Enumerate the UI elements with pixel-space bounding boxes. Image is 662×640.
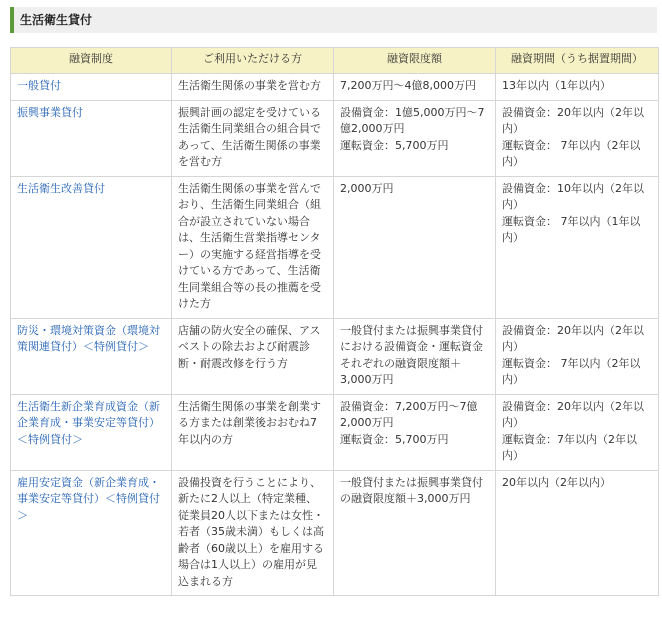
eligible-cell: 店舗の防火安全の確保、アスベストの除去および耐震診断・耐震改修を行う方 [172,318,334,394]
eligible-cell: 振興計画の認定を受けている生活衛生同業組合の組合員であって、生活衛生関係の事業を営む方 [172,100,334,176]
loan-name-cell [11,470,172,596]
loan-name-link[interactable]: 振興事業貸付 [17,105,83,119]
loan-table [10,47,659,596]
eligible-cell: 生活衛生関係の事業を創業する方または創業後おおむね7年以内の方 [172,394,334,470]
table-row [11,74,659,101]
loan-name-cell [11,176,172,318]
period-cell: 設備資金：20年以内（2年以内） 運転資金：7年以内（2年以内） [496,394,659,470]
header-limit: 融資限度額 [334,48,496,74]
eligible-cell: 設備投資を行うことにより、新たに2人以上（特定業種、従業員20人以下または女性・若者（35歳未満）もしくは高齢者（60歳以上）を雇用する場合は1人以上）の雇用が見込まれる方 [172,470,334,596]
period-cell: 13年以内（1年以内） [496,74,659,101]
limit-cell: 設備資金：1億5,000万円～7億2,000万円 運転資金：5,700万円 [334,100,496,176]
limit-cell: 2,000万円 [334,176,496,318]
limit-cell: 一般貸付または振興事業貸付の融資限度額＋3,000万円 [334,470,496,596]
period-cell: 設備資金：20年以内（2年以内） 運転資金： 7年以内（2年以内） [496,318,659,394]
table-row [11,100,659,176]
table-row [11,176,659,318]
eligible-cell: 生活衛生関係の事業を営む方 [172,74,334,101]
header-period: 融資期間（うち据置期間） [496,48,659,74]
limit-cell: 設備資金：7,200万円～7億2,000万円 運転資金：5,700万円 [334,394,496,470]
loan-name-link[interactable]: 防災・環境対策資金（環境対策関連貸付）＜特例貸付＞ [17,323,160,353]
loan-name-link[interactable]: 生活衛生改善貸付 [17,181,105,195]
table-row [11,470,659,596]
loan-name-cell [11,100,172,176]
limit-cell: 7,200万円～4億8,000万円 [334,74,496,101]
table-row [11,394,659,470]
limit-cell: 一般貸付または振興事業貸付における設備資金・運転資金それぞれの融資限度額＋3,000万円 [334,318,496,394]
loan-name-cell [11,394,172,470]
loan-name-link[interactable]: 一般貸付 [17,79,61,92]
eligible-cell: 生活衛生関係の事業を営んでおり、生活衛生同業組合（組合が設立されていない場合は、生活衛生営業指導センター）の実施する経営指導を受けている方であって、生活衛生同業組合等の長の推薦を受けた方 [172,176,334,318]
header-loan-system: 融資制度 [11,48,172,74]
period-cell: 設備資金：20年以内（2年以内） 運転資金： 7年以内（2年以内） [496,100,659,176]
period-cell: 設備資金：10年以内（2年以内） 運転資金： 7年以内（1年以内） [496,176,659,318]
loan-name-cell [11,318,172,394]
loan-name-link[interactable]: 雇用安定資金（新企業育成・事業安定等貸付）＜特例貸付＞ [17,475,160,522]
period-cell: 20年以内（2年以内） [496,470,659,596]
loan-name-cell [11,74,172,101]
table-row [11,318,659,394]
loan-name-link[interactable]: 生活衛生新企業育成資金（新企業育成・事業安定等貸付）＜特例貸付＞ [17,399,160,446]
table-header-row [11,48,659,74]
section-title: 生活衛生貸付 [10,7,657,33]
header-eligible: ご利用いただける方 [172,48,334,74]
